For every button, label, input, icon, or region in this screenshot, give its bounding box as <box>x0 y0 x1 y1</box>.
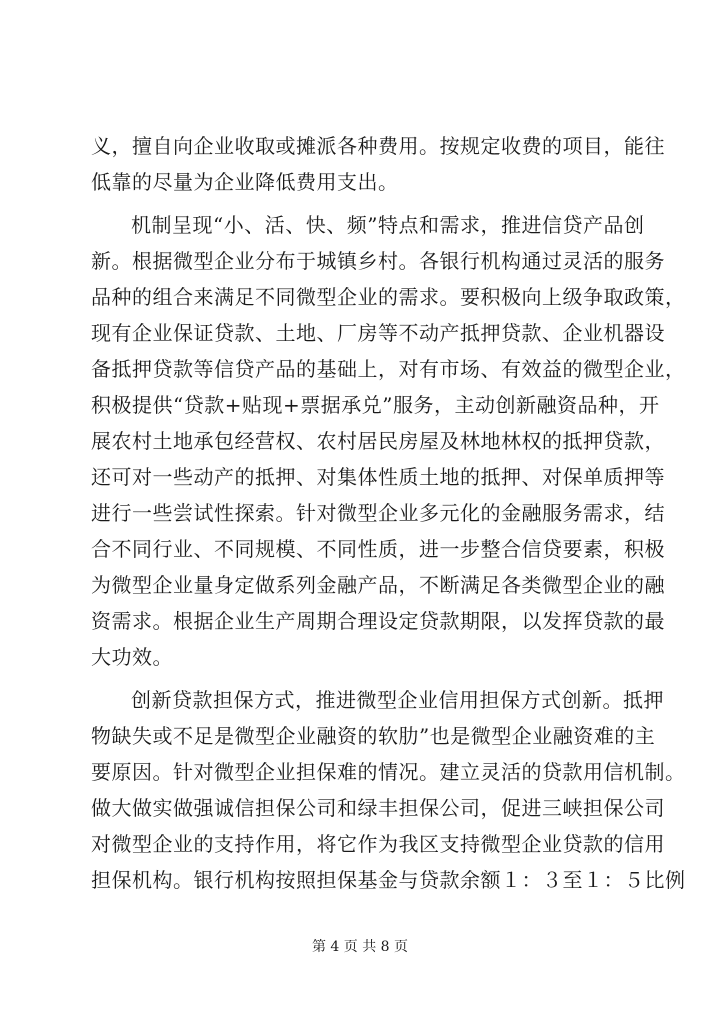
text-line: 还可对一些动产的抵押、对集体性质土地的抵押、对保单质押等 <box>91 465 665 489</box>
text-line: 物缺失或不足是微型企业融资的软肋”也是微型企业融资难的主 <box>91 724 656 748</box>
text-line: 展农村土地承包经营权、农村居民房屋及林地林权的抵押贷款， <box>91 429 665 453</box>
text-line: 进行一些尝试性探索。针对微型企业多元化的金融服务需求，结 <box>91 501 665 525</box>
paragraph-start-line: 机制呈现“小、活、快、频”特点和需求，推进信贷产品创 <box>131 213 645 237</box>
text-line: 对微型企业的支持作用，将它作为我区支持微型企业贷款的信用 <box>91 832 665 856</box>
text-line: 现有企业保证贷款、土地、厂房等不动产抵押贷款、企业机器设 <box>91 321 665 345</box>
text-line: 品种的组合来满足不同微型企业的需求。要积极向上级争取政策， <box>91 285 686 309</box>
text-line: 做大做实做强诚信担保公司和绿丰担保公司，促进三峡担保公司 <box>91 796 665 820</box>
paragraph-start-line: 创新贷款担保方式，推进微型企业信用担保方式创新。抵押 <box>131 688 664 712</box>
text-line: 资需求。根据企业生产周期合理设定贷款期限，以发挥贷款的最 <box>91 609 665 633</box>
page-number-footer: 第 4 页 共 8 页 <box>311 939 409 955</box>
text-line: 备抵押贷款等信贷产品的基础上，对有市场、有效益的微型企业， <box>91 357 686 381</box>
text-line: 要原因。针对微型企业担保难的情况。建立灵活的贷款用信机制。 <box>91 760 686 784</box>
text-line: 积极提供“贷款+贴现+票据承兑”服务，主动创新融资品种，开 <box>91 393 660 417</box>
text-line: 义，擅自向企业收取或摊派各种费用。按规定收费的项目，能往 <box>91 134 665 158</box>
text-line: 担保机构。银行机构按照担保基金与贷款余额１：３至１：５比例 <box>91 868 686 892</box>
text-line: 低靠的尽量为企业降低费用支出。 <box>91 170 399 194</box>
text-line: 合不同行业、不同规模、不同性质，进一步整合信贷要素，积极 <box>91 537 665 561</box>
text-line: 新。根据微型企业分布于城镇乡村。各银行机构通过灵活的服务 <box>91 249 665 273</box>
text-line: 为微型企业量身定做系列金融产品，不断满足各类微型企业的融 <box>91 573 665 597</box>
text-line: 大功效。 <box>91 645 173 669</box>
